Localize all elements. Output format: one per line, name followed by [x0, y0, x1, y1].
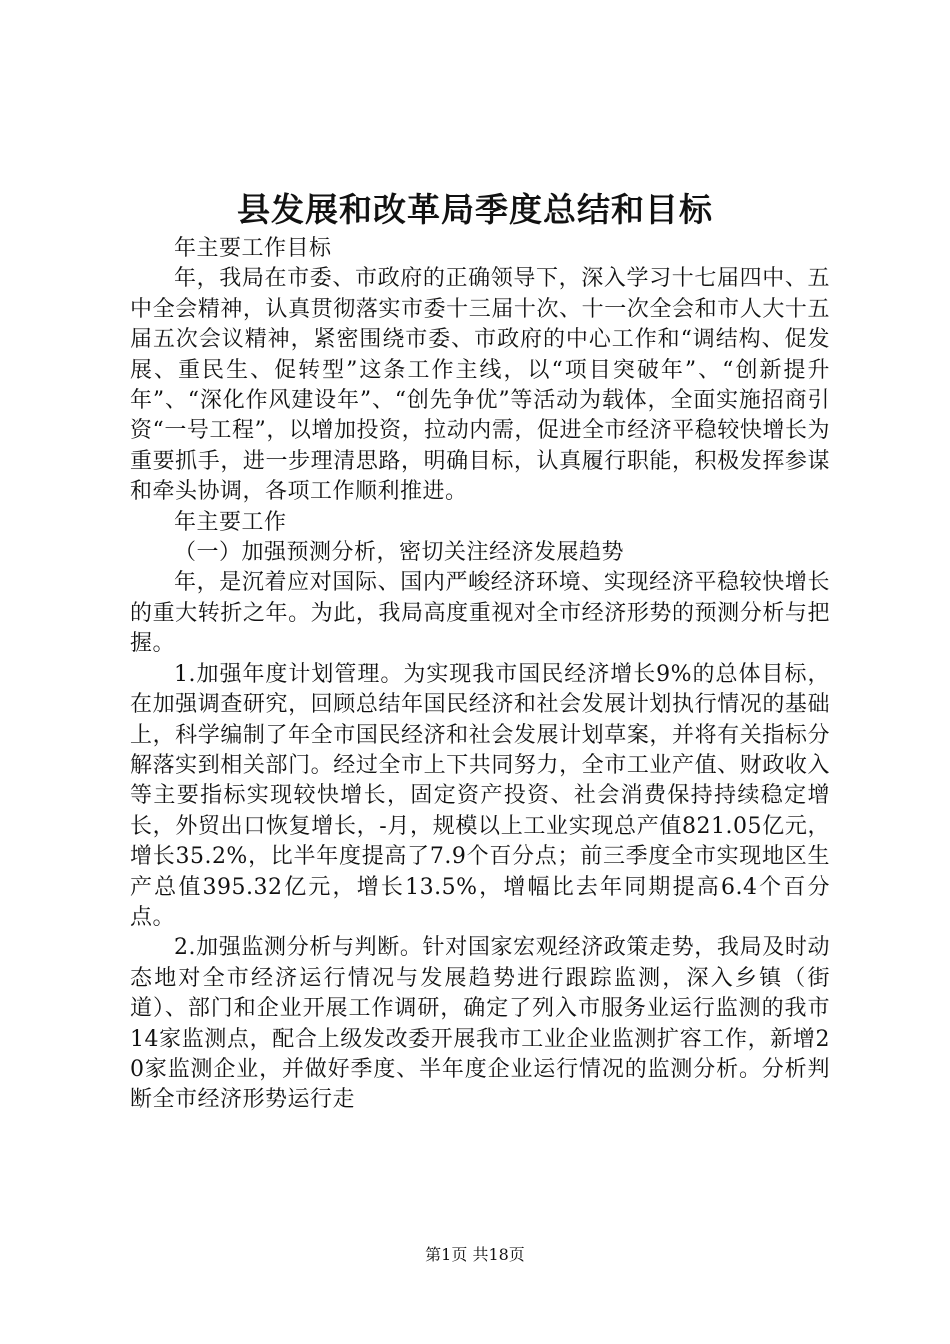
- paragraph-overview: 年，我局在市委、市政府的正确领导下，深入学习十七届四中、五中全会精神，认真贯彻落实市委十三届十次、十一次全会和市人大十五届五次会议精神，紧密围绕市委、市政府的中心工作和“调结构、促发展、重民生、促转型”这条工作主线，以“项目突破年”、“创新提升年”、“深化作风建设年”、“创先争优”等活动为载体，全面实施招商引资“一号工程”，以增加投资，拉动内需，促进全市经济平稳较快增长为重要抓手，进一步理清思路，明确目标，认真履行职能，积极发挥参谋和牵头协调，各项工作顺利推进。: [130, 266, 830, 505]
- subsection-heading-forecast: （一）加强预测分析，密切关注经济发展趋势: [174, 540, 625, 566]
- paragraph-monitoring: 2.加强监测分析与判断。针对国家宏观经济政策走势，我局及时动态地对全市经济运行情况与发展趋势进行跟踪监测，深入乡镇（街道）、部门和企业开展工作调研，确定了列入市服务业运行监测的我市14家监测点，配合上级发改委开展我市工业企业监测扩容工作，新增20家监测企业，并做好季度、半年度企业运行情况的监测分析。分析判断全市经济形势运行走: [130, 935, 830, 1113]
- document-body: [130, 234, 830, 1116]
- document-title: 县发展和改革局季度总结和目标: [237, 190, 713, 229]
- paragraph-annual-plan: 1.加强年度计划管理。为实现我市国民经济增长9%的总体目标，在加强调查研究，回顾总结年国民经济和社会发展计划执行情况的基础上，科学编制了年全市国民经济和社会发展计划草案，并将有关指标分解落实到相关部门。经过全市上下共同努力，全市工业产值、财政收入等主要指标实现较快增长，固定资产投资、社会消费保持持续稳定增长，外贸出口恢复增长，-月，规模以上工业实现总产值821.05亿元，增长35.2%，比半年度提高了7.9个百分点；前三季度全市实现地区生产总值395.32亿元，增长13.5%，增幅比去年同期提高6.4个百分点。: [130, 661, 830, 930]
- page-footer: 第1页 共18页: [425, 1245, 525, 1264]
- paragraph-forecast: 年，是沉着应对国际、国内严峻经济环境、实现经济平稳较快增长的重大转折之年。为此，我局高度重视对全市经济形势的预测分析与把握。: [130, 570, 830, 657]
- section-heading-goals: 年主要工作目标: [174, 236, 332, 261]
- section-heading-work: 年主要工作: [174, 509, 287, 535]
